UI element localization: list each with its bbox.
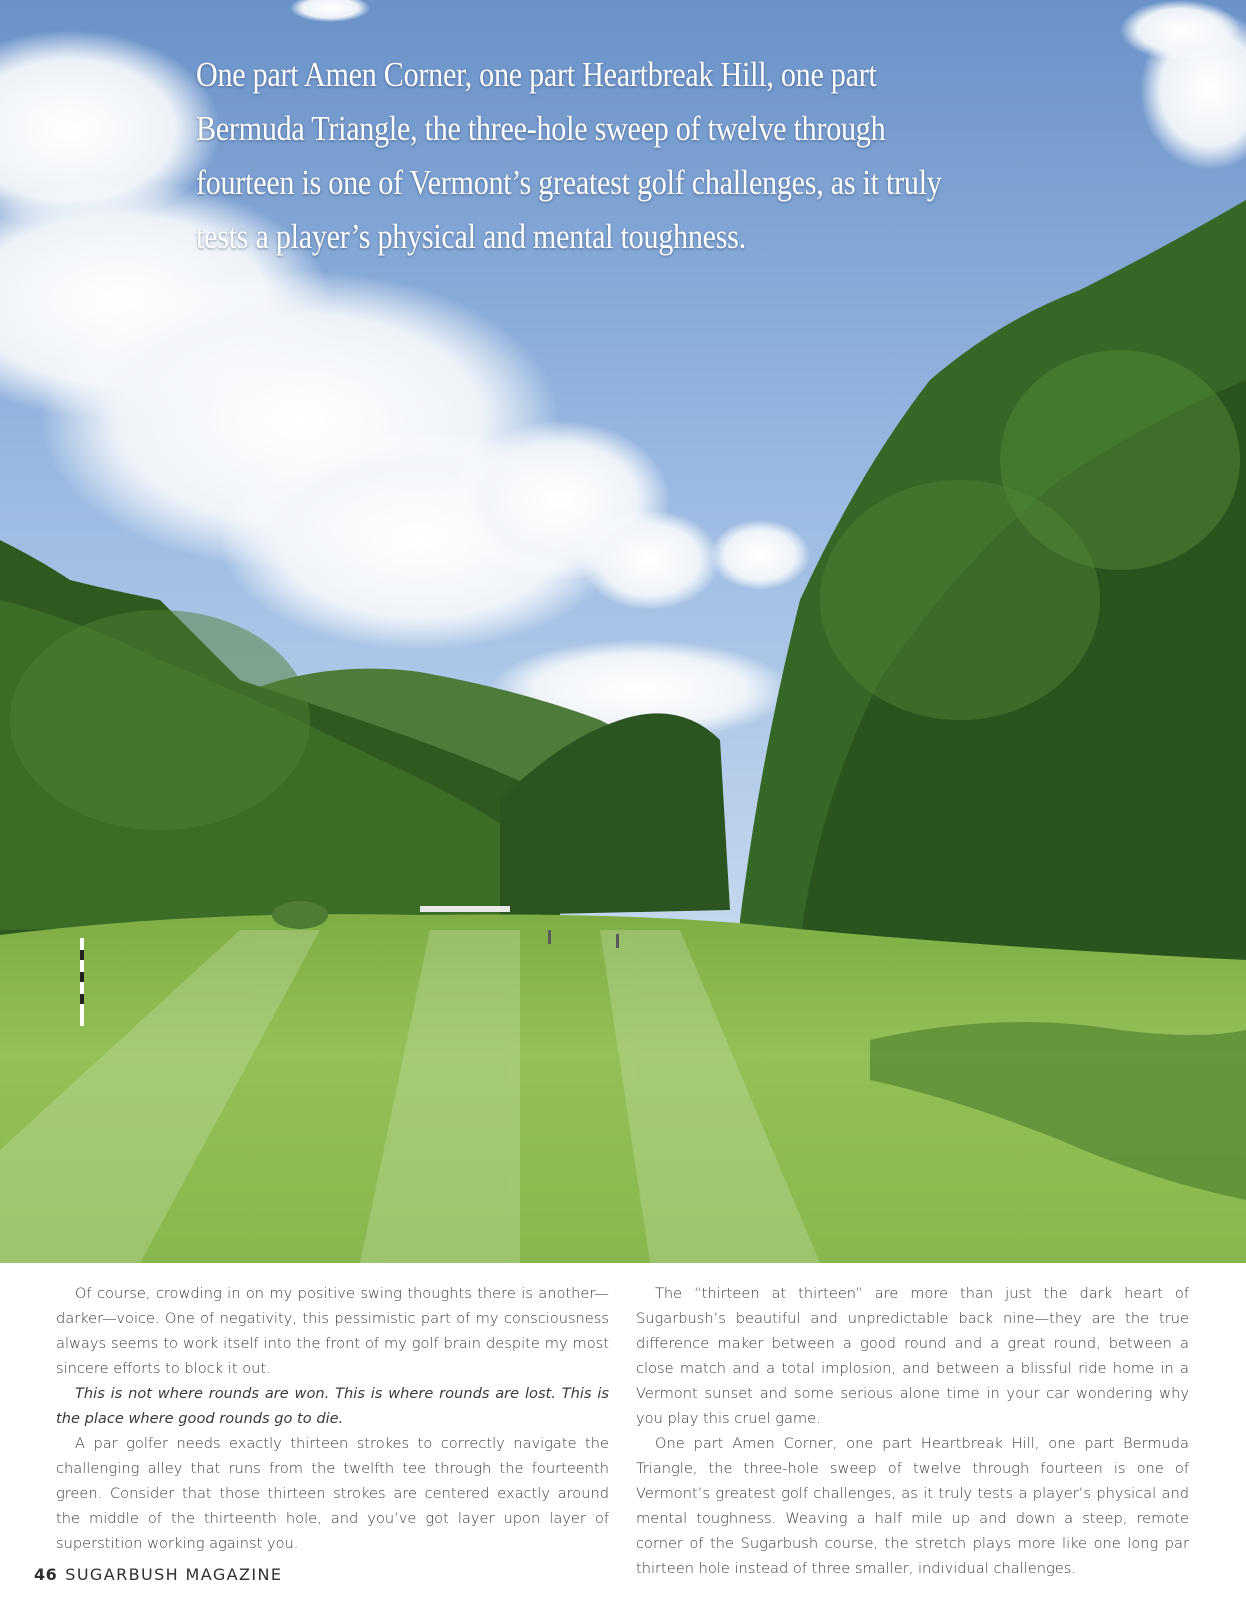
italic-paragraph: This is not where rounds are won. This is where rounds are lost. This is the place where good rounds go to die.	[56, 1385, 609, 1427]
left-column	[56, 1281, 609, 1556]
yardage-marker-pole	[80, 938, 84, 1026]
publication-name: SUGARBUSH MAGAZINE	[65, 1565, 283, 1584]
paragraph: One part Amen Corner, one part Heartbreak Hill, one part Bermuda Triangle, the three-hole sweep of twelve through fourteen is one of Vermont’s greatest golf challenges, as it truly tests a player’s physical and mental toughness. Weaving a half mile up and down a steep, remote corner of the Sugarbush course, the stretch plays more like one long par thirteen hole instead of three smaller, individual challenges.	[636, 1435, 1189, 1577]
right-column	[636, 1281, 1189, 1581]
golfer	[616, 934, 619, 948]
paragraph: The “thirteen at thirteen” are more than just the dark heart of Sugarbush’s beautiful and unpredictable back nine—they are the true difference maker between a good round and a great round, between a close match and a total implosion, and between a blissful ride home in a Vermont sunset and some serious alone time in your car wondering why you play this cruel game.	[636, 1285, 1189, 1427]
paragraph: Of course, crowding in on my positive swing thoughts there is another—darker—voice. One of negativity, this pessimistic part of my consciousness always seems to work itself into the front of my golf brain despite my most sincere efforts to block it out.	[56, 1285, 609, 1377]
page-footer	[34, 1565, 282, 1584]
bridge	[420, 906, 510, 912]
pull-quote: One part Amen Corner, one part Heartbreak Hill, one part Bermuda Triangle, the three-hole sweep of twelve through fourteen is one of Vermont’s greatest golf challenges, as it truly tests a player’s physical and mental toughness.	[196, 55, 942, 256]
page-number: 46	[34, 1565, 58, 1584]
golfer	[548, 930, 551, 944]
paragraph: A par golfer needs exactly thirteen strokes to correctly navigate the challenging alley that runs from the twelfth tee through the fourteenth green. Consider that those thirteen strokes are centered exactly around the middle of the thirteenth hole, and you’ve got layer upon layer of superstition working against you.	[56, 1435, 609, 1552]
